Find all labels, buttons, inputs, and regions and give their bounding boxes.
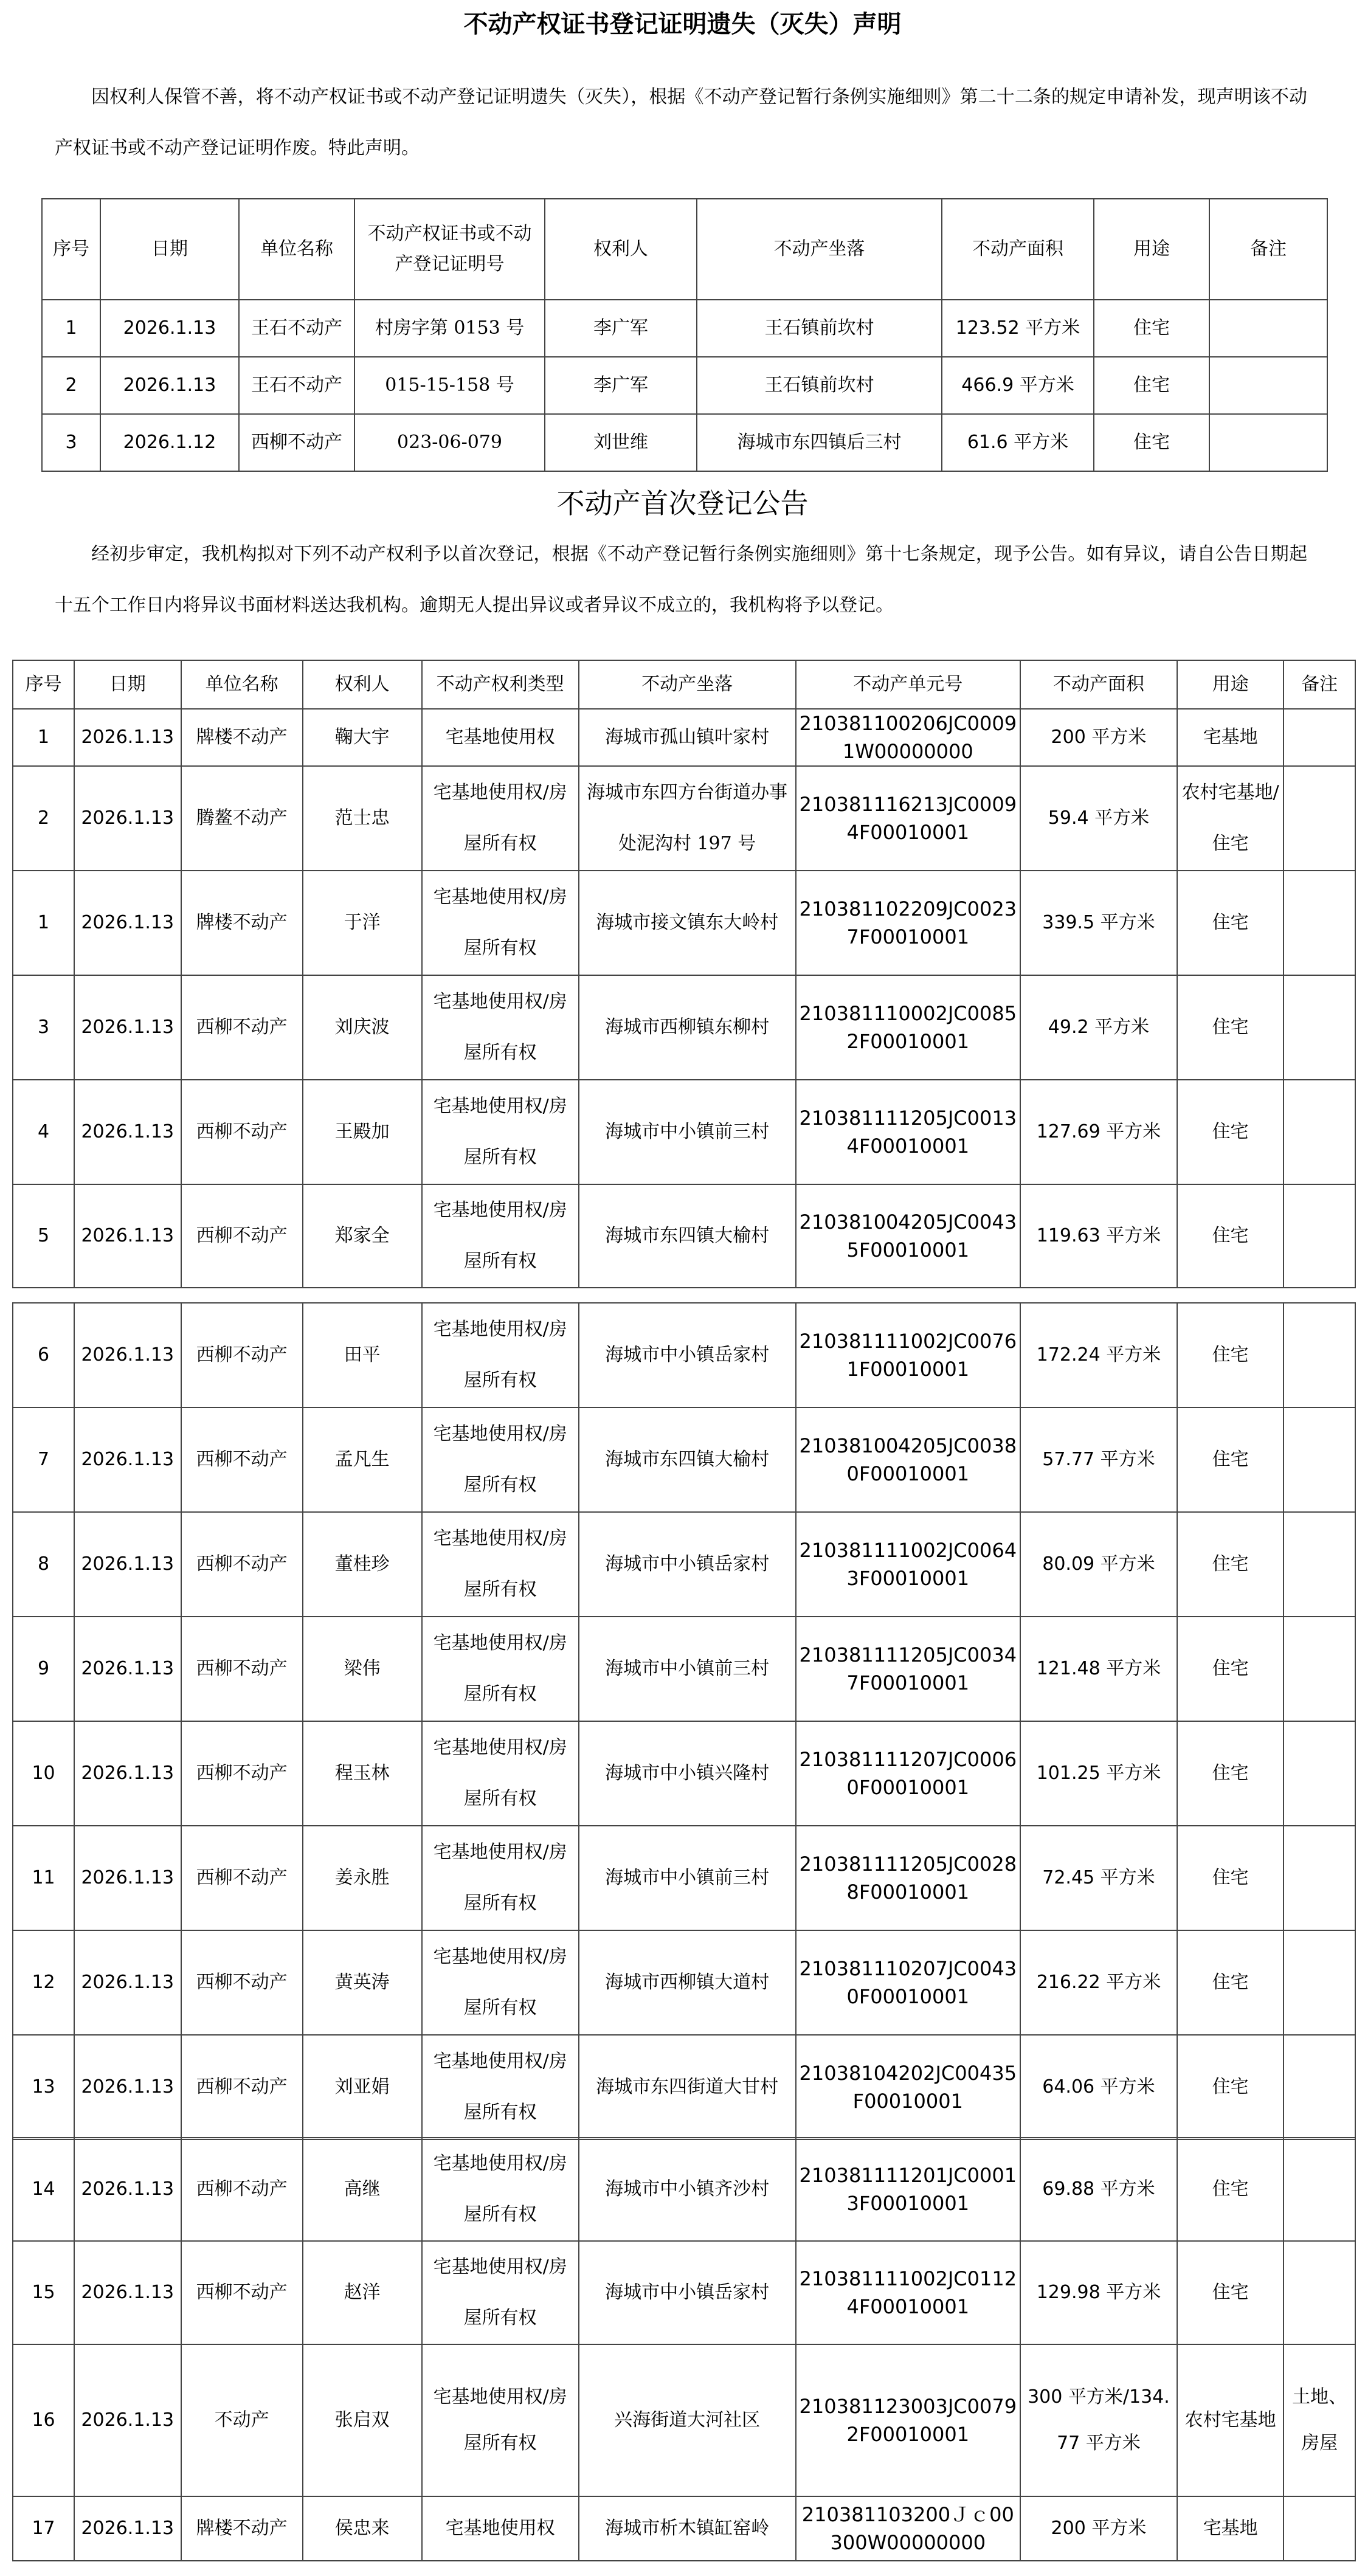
table-cell (1209, 300, 1327, 357)
table-cell: 宅基地使用权/房屋所有权 (422, 1930, 579, 2035)
column-header: 权利人 (545, 199, 697, 300)
table-cell: 黄英涛 (303, 1930, 422, 2035)
table-header-row (13, 660, 1355, 709)
table-cell: 2026.1.13 (74, 1721, 181, 1826)
table-cell: 住宅 (1177, 2241, 1284, 2344)
table-cell: 210381116213JC00094F00010001 (796, 766, 1020, 871)
table-cell (1284, 1303, 1355, 1407)
table-cell (1284, 1184, 1355, 1288)
table-cell: 董桂珍 (303, 1512, 422, 1617)
table-cell: 210381102209JC00237F00010001 (796, 871, 1020, 975)
table-cell: 200 平方米 (1020, 709, 1177, 766)
table-cell: 村房字第 0153 号 (354, 300, 545, 357)
table-row (13, 1080, 1355, 1184)
table-cell: 59.4 平方米 (1020, 766, 1177, 871)
table-cell: 5 (13, 1184, 74, 1288)
table-cell: 14 (13, 2138, 74, 2241)
table-cell: 11 (13, 1826, 74, 1930)
table-cell: 216.22 平方米 (1020, 1930, 1177, 2035)
table-cell: 宅基地使用权/房屋所有权 (422, 1303, 579, 1407)
table-cell: 侯忠来 (303, 2496, 422, 2561)
table-cell (1284, 1617, 1355, 1721)
table-cell: 2026.1.13 (74, 1184, 181, 1288)
column-header: 用途 (1177, 660, 1284, 709)
table-cell (1284, 709, 1355, 766)
table-cell: 2026.1.13 (74, 871, 181, 975)
table-cell: 2026.1.13 (74, 709, 181, 766)
table-cell: 宅基地 (1177, 709, 1284, 766)
table-cell: 300 平方米/134.77 平方米 (1020, 2344, 1177, 2496)
table-cell: 80.09 平方米 (1020, 1512, 1177, 1617)
table-cell: 海城市中小镇前三村 (579, 1826, 796, 1930)
column-header: 单位名称 (181, 660, 303, 709)
table-cell: 3 (13, 975, 74, 1080)
table-row (13, 2035, 1355, 2139)
table-row (13, 766, 1355, 871)
table-cell: 腾鳌不动产 (181, 766, 303, 871)
table-row (42, 357, 1327, 414)
declaration-text: 因权利人保管不善，将不动产权证书或不动产登记证明遗失（灭失），根据《不动产登记暂行条例实施细则》第二十二条的规定申请补发，现声明该不动产权证书或不动产登记证明作废。特此声明。 (55, 86, 1307, 159)
table-cell: 梁伟 (303, 1617, 422, 1721)
table-cell: 宅基地使用权/房屋所有权 (422, 2241, 579, 2344)
table-row (13, 1407, 1355, 1512)
table-cell: 6 (13, 1303, 74, 1407)
table-row (13, 871, 1355, 975)
table-cell: 李广军 (545, 357, 697, 414)
table-cell: 海城市接文镇东大岭村 (579, 871, 796, 975)
table-cell: 西柳不动产 (181, 1303, 303, 1407)
table-cell: 2 (13, 766, 74, 871)
table-cell: 程玉林 (303, 1721, 422, 1826)
table-row (13, 2138, 1355, 2241)
table-row (13, 709, 1355, 766)
table-cell: 13 (13, 2035, 74, 2139)
table-cell: 刘世维 (545, 414, 697, 471)
table-cell: 海城市中小镇齐沙村 (579, 2138, 796, 2241)
table-cell: 2026.1.13 (74, 2241, 181, 2344)
table-cell: 兴海街道大河社区 (579, 2344, 796, 2496)
table-cell: 西柳不动产 (181, 2138, 303, 2241)
table-cell: 466.9 平方米 (942, 357, 1094, 414)
table-cell: 1 (13, 871, 74, 975)
table-cell: 住宅 (1177, 1512, 1284, 1617)
table-cell: 郑家全 (303, 1184, 422, 1288)
table-cell: 210381111207JC00060F00010001 (796, 1721, 1020, 1826)
table-cell: 129.98 平方米 (1020, 2241, 1177, 2344)
table-cell (1284, 1080, 1355, 1184)
table-cell: 1 (13, 709, 74, 766)
table-cell: 王殿加 (303, 1080, 422, 1184)
table-cell: 69.88 平方米 (1020, 2138, 1177, 2241)
table-cell: 2026.1.13 (74, 766, 181, 871)
table-cell: 7 (13, 1407, 74, 1512)
column-header: 备注 (1209, 199, 1327, 300)
table-row (13, 1303, 1355, 1407)
table-cell: 住宅 (1177, 1721, 1284, 1826)
table-cell: 王石不动产 (239, 300, 354, 357)
table-cell: 210381111201JC00013F00010001 (796, 2138, 1020, 2241)
table-cell: 海城市东四镇大榆村 (579, 1184, 796, 1288)
table-cell: 宅基地使用权/房屋所有权 (422, 1080, 579, 1184)
column-header: 日期 (100, 199, 239, 300)
table-cell: 土地、房屋 (1284, 2344, 1355, 2496)
table-cell: 2026.1.13 (74, 1930, 181, 2035)
table-cell (1284, 1407, 1355, 1512)
table-cell: 210381004205JC00380F00010001 (796, 1407, 1020, 1512)
table-cell: 200 平方米 (1020, 2496, 1177, 2561)
table-cell: 西柳不动产 (181, 1930, 303, 2035)
table-cell: 123.52 平方米 (942, 300, 1094, 357)
table-cell: 64.06 平方米 (1020, 2035, 1177, 2139)
table-cell: 西柳不动产 (181, 1721, 303, 1826)
table-row (13, 1826, 1355, 1930)
table-header-row (42, 199, 1327, 300)
table-cell: 王石不动产 (239, 357, 354, 414)
table-cell: 宅基地使用权/房屋所有权 (422, 2138, 579, 2241)
table-cell: 宅基地使用权/房屋所有权 (422, 871, 579, 975)
table-cell: 10 (13, 1721, 74, 1826)
table-cell: 海城市析木镇缸窑岭 (579, 2496, 796, 2561)
table-cell: 范士忠 (303, 766, 422, 871)
table-cell: 海城市中小镇兴隆村 (579, 1721, 796, 1826)
column-header: 不动产权利类型 (422, 660, 579, 709)
table-cell: 2026.1.13 (100, 300, 239, 357)
table-cell: 17 (13, 2496, 74, 2561)
table-cell: 8 (13, 1512, 74, 1617)
announcement-table-1 (12, 660, 1356, 1288)
table-cell (1284, 1826, 1355, 1930)
column-header: 用途 (1094, 199, 1209, 300)
table-cell: 宅基地使用权/房屋所有权 (422, 1184, 579, 1288)
table-row (42, 300, 1327, 357)
table-cell: 121.48 平方米 (1020, 1617, 1177, 1721)
table-cell: 海城市东四街道大甘村 (579, 2035, 796, 2139)
table-cell: 西柳不动产 (181, 1407, 303, 1512)
table-cell: 住宅 (1177, 871, 1284, 975)
table-cell: 海城市中小镇岳家村 (579, 1303, 796, 1407)
table-cell: 住宅 (1177, 1407, 1284, 1512)
table-cell: 农村宅基地 (1177, 2344, 1284, 2496)
table-cell: 宅基地使用权 (422, 2496, 579, 2561)
table-cell: 住宅 (1177, 1080, 1284, 1184)
table-row (13, 1617, 1355, 1721)
table-cell: 田平 (303, 1303, 422, 1407)
table-cell: 3 (42, 414, 100, 471)
table-cell: 西柳不动产 (181, 1826, 303, 1930)
table-cell (1284, 2241, 1355, 2344)
table-cell: 住宅 (1177, 2138, 1284, 2241)
table-cell: 2026.1.12 (100, 414, 239, 471)
table-cell (1284, 1512, 1355, 1617)
table-cell: 牌楼不动产 (181, 709, 303, 766)
table-cell: 住宅 (1177, 1184, 1284, 1288)
table-cell: 赵洋 (303, 2241, 422, 2344)
table-cell: 2026.1.13 (100, 357, 239, 414)
table-cell: 不动产 (181, 2344, 303, 2496)
table-cell: 西柳不动产 (181, 1080, 303, 1184)
table-cell: 61.6 平方米 (942, 414, 1094, 471)
table-cell: 宅基地 (1177, 2496, 1284, 2561)
table-cell (1284, 2138, 1355, 2241)
table-cell: 海城市中小镇岳家村 (579, 2241, 796, 2344)
table-cell: 2 (42, 357, 100, 414)
table-cell: 鞠大宇 (303, 709, 422, 766)
table-cell: 172.24 平方米 (1020, 1303, 1177, 1407)
announcement-text: 经初步审定，我机构拟对下列不动产权利予以首次登记，根据《不动产登记暂行条例实施细则》第十七条规定，现予公告。如有异议，请自公告日期起十五个工作日内将异议书面材料送达我机构。逾期无人提出异议或者异议不成立的，我机构将予以登记。 (55, 544, 1307, 616)
table-cell (1209, 414, 1327, 471)
table-cell: 210381111002JC01124F00010001 (796, 2241, 1020, 2344)
table-cell: 西柳不动产 (181, 1617, 303, 1721)
table-cell: 2026.1.13 (74, 2344, 181, 2496)
table-cell: 海城市中小镇前三村 (579, 1617, 796, 1721)
column-header: 不动产权证书或不动产登记证明号 (354, 199, 545, 300)
table-cell (1284, 766, 1355, 871)
table-cell: 住宅 (1094, 414, 1209, 471)
table-cell: 023-06-079 (354, 414, 545, 471)
table-cell: 210381110002JC00852F00010001 (796, 975, 1020, 1080)
table-cell: 2026.1.13 (74, 2496, 181, 2561)
table-cell: 宅基地使用权/房屋所有权 (422, 1617, 579, 1721)
table-cell: 农村宅基地/住宅 (1177, 766, 1284, 871)
table-cell: 2026.1.13 (74, 1080, 181, 1184)
table-cell: 2026.1.13 (74, 1512, 181, 1617)
table-row (42, 414, 1327, 471)
table-cell: 210381123003JC00792F00010001 (796, 2344, 1020, 2496)
announcement-table-2 (12, 1302, 1356, 2140)
table-cell: 西柳不动产 (181, 2035, 303, 2139)
table-cell: 210381111002JC00643F00010001 (796, 1512, 1020, 1617)
table-cell: 宅基地使用权/房屋所有权 (422, 1721, 579, 1826)
table-cell: 210381110207JC00430F00010001 (796, 1930, 1020, 2035)
column-header: 不动产坐落 (697, 199, 942, 300)
table-cell: 119.63 平方米 (1020, 1184, 1177, 1288)
table-cell: 9 (13, 1617, 74, 1721)
table-cell: 210381103200Ｊｃ00300W00000000 (796, 2496, 1020, 2561)
table-cell: 海城市东四方台街道办事处泥沟村 197 号 (579, 766, 796, 871)
table-cell: 刘庆波 (303, 975, 422, 1080)
table-cell: 2026.1.13 (74, 2035, 181, 2139)
column-header: 序号 (42, 199, 100, 300)
table-cell: 2026.1.13 (74, 1826, 181, 1930)
column-header: 不动产面积 (942, 199, 1094, 300)
column-header: 序号 (13, 660, 74, 709)
table-cell: 12 (13, 1930, 74, 2035)
table-cell: 住宅 (1177, 1930, 1284, 2035)
declaration-table (41, 198, 1328, 472)
table-cell: 住宅 (1094, 300, 1209, 357)
column-header: 权利人 (303, 660, 422, 709)
table-cell: 住宅 (1177, 975, 1284, 1080)
table-cell: 海城市中小镇岳家村 (579, 1512, 796, 1617)
table-row (13, 1930, 1355, 2035)
table-cell: 宅基地使用权/房屋所有权 (422, 975, 579, 1080)
table-cell: 210381004205JC00435F00010001 (796, 1184, 1020, 1288)
table-cell: 2026.1.13 (74, 1303, 181, 1407)
table-cell: 海城市孤山镇叶家村 (579, 709, 796, 766)
announcement-table-3 (12, 2137, 1356, 2561)
column-header: 不动产坐落 (579, 660, 796, 709)
table-row (13, 1512, 1355, 1617)
table-cell: 宅基地使用权/房屋所有权 (422, 1826, 579, 1930)
table-cell: 刘亚娟 (303, 2035, 422, 2139)
table-row (13, 2344, 1355, 2496)
table-cell: 高继 (303, 2138, 422, 2241)
column-header: 备注 (1284, 660, 1355, 709)
table-cell: 宅基地使用权/房屋所有权 (422, 1407, 579, 1512)
table-row (13, 1184, 1355, 1288)
table-cell: 宅基地使用权 (422, 709, 579, 766)
table-cell: 宅基地使用权/房屋所有权 (422, 2035, 579, 2139)
table-cell: 2026.1.13 (74, 975, 181, 1080)
table-row (13, 2241, 1355, 2344)
table-cell: 牌楼不动产 (181, 871, 303, 975)
table-cell: 西柳不动产 (181, 1184, 303, 1288)
table-cell: 张启双 (303, 2344, 422, 2496)
table-cell: 西柳不动产 (181, 2241, 303, 2344)
table-row (13, 2496, 1355, 2561)
table-cell: 2026.1.13 (74, 1617, 181, 1721)
table-cell: 住宅 (1177, 1303, 1284, 1407)
table-cell: 210381111002JC00761F00010001 (796, 1303, 1020, 1407)
announcement-title: 不动产首次登记公告 (556, 487, 809, 520)
table-cell: 4 (13, 1080, 74, 1184)
declaration-title: 不动产权证书登记证明遗失（灭失）声明 (463, 10, 902, 38)
table-cell: 海城市西柳镇东柳村 (579, 975, 796, 1080)
table-cell: 王石镇前坎村 (697, 357, 942, 414)
table-cell: 海城市西柳镇大道村 (579, 1930, 796, 2035)
column-header: 不动产单元号 (796, 660, 1020, 709)
table-cell: 西柳不动产 (239, 414, 354, 471)
table-cell: 王石镇前坎村 (697, 300, 942, 357)
table-cell: 2026.1.13 (74, 2138, 181, 2241)
table-cell: 210381111205JC00134F00010001 (796, 1080, 1020, 1184)
table-cell: 海城市中小镇前三村 (579, 1080, 796, 1184)
table-cell (1284, 1721, 1355, 1826)
table-cell: 210381111205JC00347F00010001 (796, 1617, 1020, 1721)
table-cell: 339.5 平方米 (1020, 871, 1177, 975)
table-cell: 海城市东四镇后三村 (697, 414, 942, 471)
table-cell: 210381111205JC00288F00010001 (796, 1826, 1020, 1930)
table-cell: 49.2 平方米 (1020, 975, 1177, 1080)
column-header: 单位名称 (239, 199, 354, 300)
table-cell (1284, 1930, 1355, 2035)
table-cell: 住宅 (1177, 1826, 1284, 1930)
table-row (13, 975, 1355, 1080)
table-cell: 宅基地使用权/房屋所有权 (422, 1512, 579, 1617)
table-cell: 住宅 (1177, 1617, 1284, 1721)
table-cell: 李广军 (545, 300, 697, 357)
table-cell: 西柳不动产 (181, 975, 303, 1080)
table-cell (1284, 2035, 1355, 2139)
table-cell: 127.69 平方米 (1020, 1080, 1177, 1184)
table-cell: 101.25 平方米 (1020, 1721, 1177, 1826)
table-cell (1284, 871, 1355, 975)
table-cell: 牌楼不动产 (181, 2496, 303, 2561)
table-cell (1284, 2496, 1355, 2561)
table-cell: 2026.1.13 (74, 1407, 181, 1512)
table-cell: 宅基地使用权/房屋所有权 (422, 2344, 579, 2496)
table-cell: 海城市东四镇大榆村 (579, 1407, 796, 1512)
table-cell: 21038104202JC00435F00010001 (796, 2035, 1020, 2139)
table-cell: 住宅 (1177, 2035, 1284, 2139)
table-cell: 姜永胜 (303, 1826, 422, 1930)
table-cell: 15 (13, 2241, 74, 2344)
table-cell: 于洋 (303, 871, 422, 975)
table-cell (1284, 975, 1355, 1080)
column-header: 日期 (74, 660, 181, 709)
table-cell: 16 (13, 2344, 74, 2496)
table-cell: 宅基地使用权/房屋所有权 (422, 766, 579, 871)
table-cell: 015-15-158 号 (354, 357, 545, 414)
table-cell: 住宅 (1094, 357, 1209, 414)
table-cell: 西柳不动产 (181, 1512, 303, 1617)
table-cell: 1 (42, 300, 100, 357)
table-cell: 72.45 平方米 (1020, 1826, 1177, 1930)
table-cell: 210381100206JC00091W00000000 (796, 709, 1020, 766)
column-header: 不动产面积 (1020, 660, 1177, 709)
table-cell: 57.77 平方米 (1020, 1407, 1177, 1512)
table-row (13, 1721, 1355, 1826)
table-cell (1209, 357, 1327, 414)
table-cell: 孟凡生 (303, 1407, 422, 1512)
